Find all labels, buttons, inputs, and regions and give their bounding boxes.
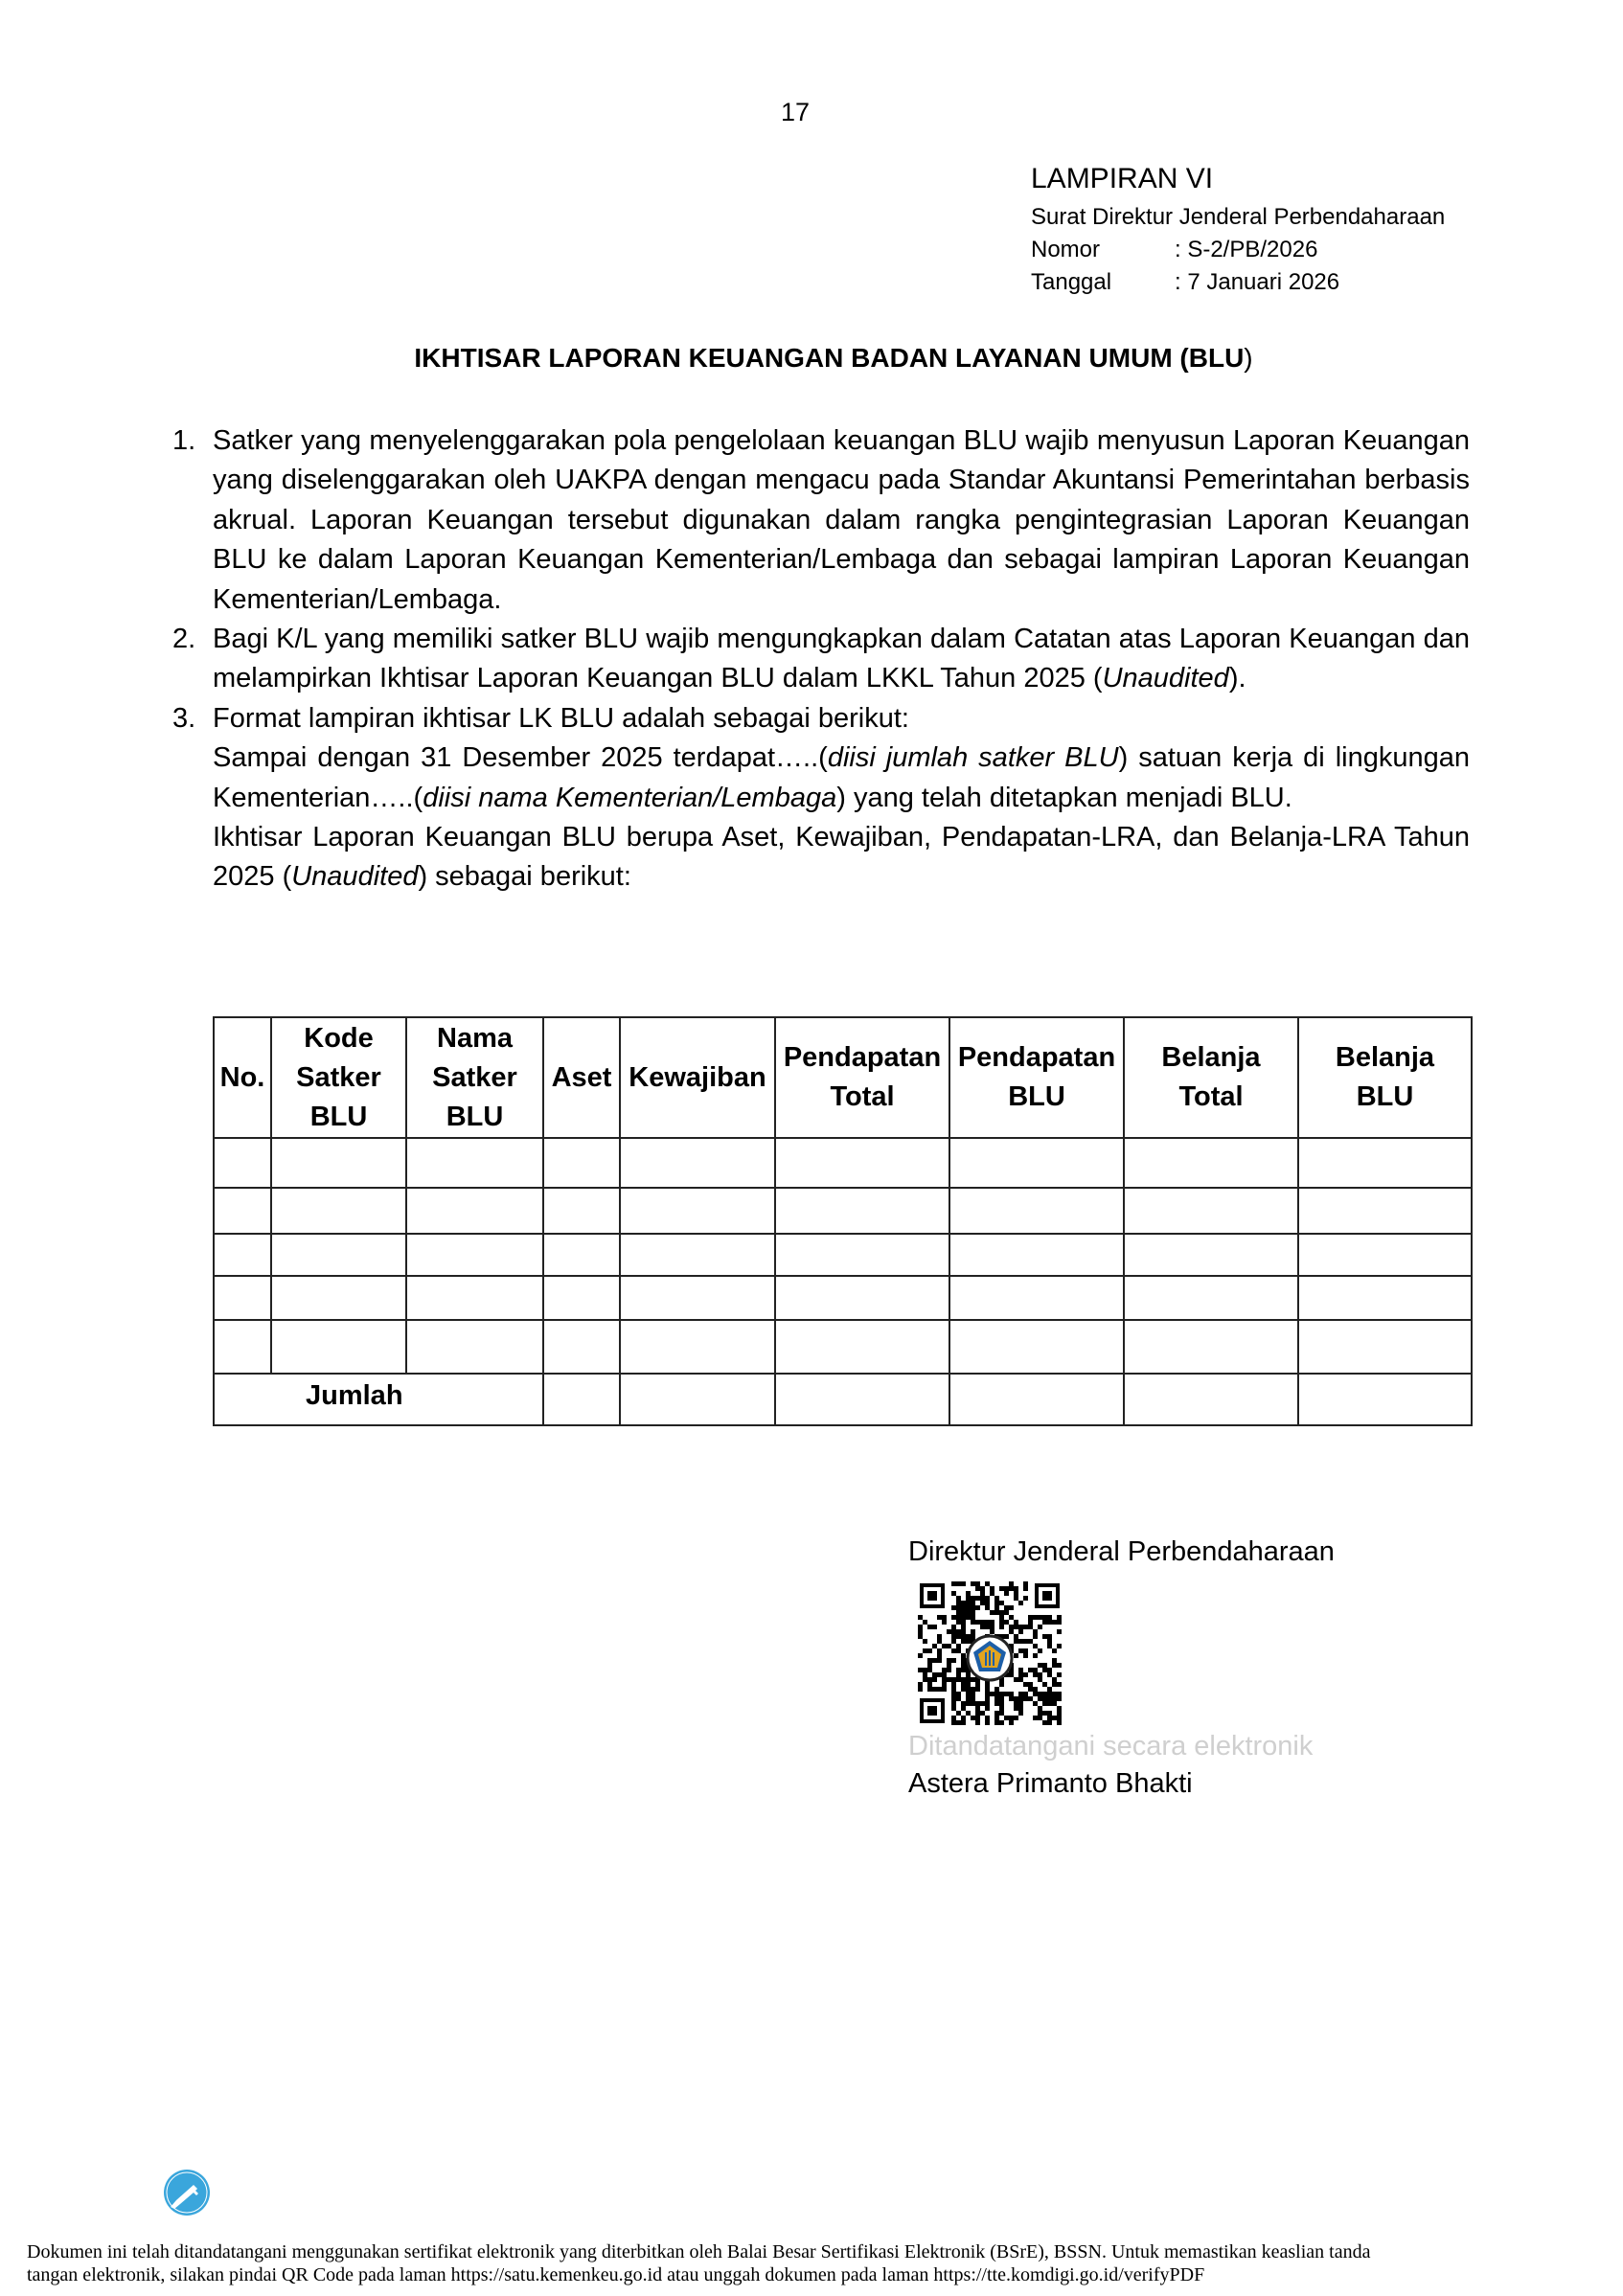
footer-line-1: Dokumen ini telah ditandatangani menggunakan sertifikat elektronik yang diterbitkan oleh Balai Besar Sertifikasi Elektronik (BSrE), BSSN. Untuk memastikan keaslian tanda [27,2241,1371,2262]
page-number: 17 [780,98,811,126]
text-segment: ) sebagai berikut: [418,861,631,893]
electronic-signature-note: Ditandatangani secara elektronik [908,1731,1314,1762]
total-cell [1124,1374,1298,1425]
italic-segment: diisi jumlah satker BLU [827,742,1119,774]
text-segment: Ikhtisar Laporan Keuangan BLU berupa Aset, Kewajiban, Pendapatan-LRA, dan Belanja-LRA Tahun 2025 ( [213,822,1470,893]
lampiran-subtitle: Surat Direktur Jenderal Perbendaharaan [1031,204,1446,230]
header-pendapatan-total: Pendapatan Total [775,1017,949,1138]
total-cell [775,1374,949,1425]
table-cell [620,1188,775,1234]
table-cell [271,1320,406,1374]
table-cell [949,1234,1124,1276]
table-cell [543,1276,620,1320]
table-cell [543,1188,620,1234]
list-number: 1. [172,425,196,456]
header-kewajiban: Kewajiban [620,1017,775,1138]
table-cell [214,1234,271,1276]
table-cell [949,1138,1124,1188]
signer-position: Direktur Jenderal Perbendaharaan [908,1536,1335,1567]
table-cell [543,1320,620,1374]
list-number: 3. [172,702,196,734]
table-cell [1298,1320,1472,1374]
table-row [214,1138,1472,1188]
table-cell [620,1138,775,1188]
table-cell [271,1234,406,1276]
header-no: No. [214,1017,271,1138]
text-segment: Sampai dengan 31 Desember 2025 terdapat…..( [213,742,828,774]
list-text [213,620,1470,699]
table-header-row [214,1017,1472,1138]
bsre-key-icon [163,2169,211,2216]
table-row [214,1188,1472,1234]
list-text: Format lampiran ikhtisar LK BLU adalah sebagai berikut: [213,702,909,734]
header-aset: Aset [543,1017,620,1138]
table-cell [406,1138,543,1188]
italic-segment: Unaudited [1102,663,1229,694]
lampiran-tanggal [1031,266,1445,299]
table-cell [949,1276,1124,1320]
table-cell [1124,1188,1298,1234]
tanggal-label: Tanggal [1031,269,1112,295]
table-row [214,1320,1472,1374]
total-cell [949,1374,1124,1425]
nomor-label: Nomor [1031,237,1101,262]
total-cell [1298,1374,1472,1425]
nomor-value: : S-2/PB/2026 [1175,237,1318,262]
table-cell [775,1320,949,1374]
table-cell [406,1320,543,1374]
footer-disclaimer [27,2240,1608,2286]
table-cell [214,1138,271,1188]
table-cell [775,1188,949,1234]
table-total-row [214,1374,1472,1425]
list-item-3 [172,699,1470,898]
list-text: Satker yang menyelenggarakan pola pengelolaan keuangan BLU wajib menyusun Laporan Keuangan yang diselenggarakan oleh UAKPA dengan mengacu pada Standar Akuntansi Pemerintahan berbasis akrual. Laporan Keuangan tersebut digunakan dalam rangka pengintegrasian Laporan Keuangan BLU ke dalam Laporan Keuangan Kementerian/Lembaga dan sebagai lampiran Laporan Keuangan Kementerian/Lembaga. [213,425,1470,615]
table-cell [1124,1138,1298,1188]
kemenkeu-logo-icon [968,1636,1012,1680]
text-segment: ) yang telah ditetapkan menjadi BLU. [836,782,1292,813]
table-cell [1124,1276,1298,1320]
total-cell [543,1374,620,1425]
table-cell [406,1188,543,1234]
table-cell [949,1188,1124,1234]
table-cell [620,1320,775,1374]
list-item-2 [172,620,1470,699]
text-segment: ). [1228,663,1246,694]
text-segment: ) satuan kerja di lingkungan Kementerian…..( [213,742,1470,813]
table-cell [1298,1138,1472,1188]
signer-name: Astera Primanto Bhakti [908,1768,1193,1799]
header-nama-satker: Nama Satker BLU [406,1017,543,1138]
table-cell [271,1276,406,1320]
list-paragraph [213,739,1470,818]
table-cell [949,1320,1124,1374]
table-cell [406,1276,543,1320]
tanggal-value: : 7 Januari 2026 [1175,269,1340,295]
qr-code-icon [918,1581,1062,1725]
document-title-close: ) [1244,343,1253,373]
table-cell [271,1188,406,1234]
header-belanja-blu: Belanja BLU [1298,1017,1472,1138]
header-kode-satker: Kode Satker BLU [271,1017,406,1138]
total-label: Jumlah [214,1374,543,1425]
table-cell [620,1276,775,1320]
table-cell [775,1138,949,1188]
table-cell [406,1234,543,1276]
italic-segment: Unaudited [291,861,419,893]
table-cell [1298,1188,1472,1234]
table-cell [543,1138,620,1188]
table-cell [1298,1234,1472,1276]
blu-summary-table [213,1016,1473,1426]
table-row [214,1234,1472,1276]
list-number: 2. [172,624,196,655]
instruction-list [172,421,1470,898]
header-belanja-total: Belanja Total [1124,1017,1298,1138]
document-title [172,343,1495,374]
table-cell [1124,1234,1298,1276]
table-cell [775,1276,949,1320]
document-title-text: IKHTISAR LAPORAN KEUANGAN BADAN LAYANAN UMUM (BLU [414,343,1245,373]
list-item-1 [172,421,1470,620]
lampiran-header [1031,165,1445,299]
table-row [214,1276,1472,1320]
table-cell [214,1276,271,1320]
header-pendapatan-blu: Pendapatan BLU [949,1017,1124,1138]
total-cell [620,1374,775,1425]
table-cell [620,1234,775,1276]
signature-block [908,1536,1335,1800]
italic-segment: diisi nama Kementerian/Lembaga [423,782,837,813]
table-cell [271,1138,406,1188]
lampiran-nomor [1031,234,1445,266]
list-paragraph [213,818,1470,898]
table-cell [1298,1276,1472,1320]
footer-line-2: tangan elektronik, silakan pindai QR Code pada laman https://satu.kemenkeu.go.id atau unggah dokumen pada laman https://tte.komdigi.go.id/verifyPDF [27,2264,1205,2285]
table-cell [214,1320,271,1374]
table-cell [543,1234,620,1276]
table-cell [214,1188,271,1234]
lampiran-title: LAMPIRAN VI [1031,163,1214,194]
text-segment: Bagi K/L yang memiliki satker BLU wajib mengungkapkan dalam Catatan atas Laporan Keuangan dan melampirkan Ikhtisar Laporan Keuangan BLU dalam LKKL Tahun 2025 ( [213,624,1470,694]
table-cell [1124,1320,1298,1374]
table-cell [775,1234,949,1276]
